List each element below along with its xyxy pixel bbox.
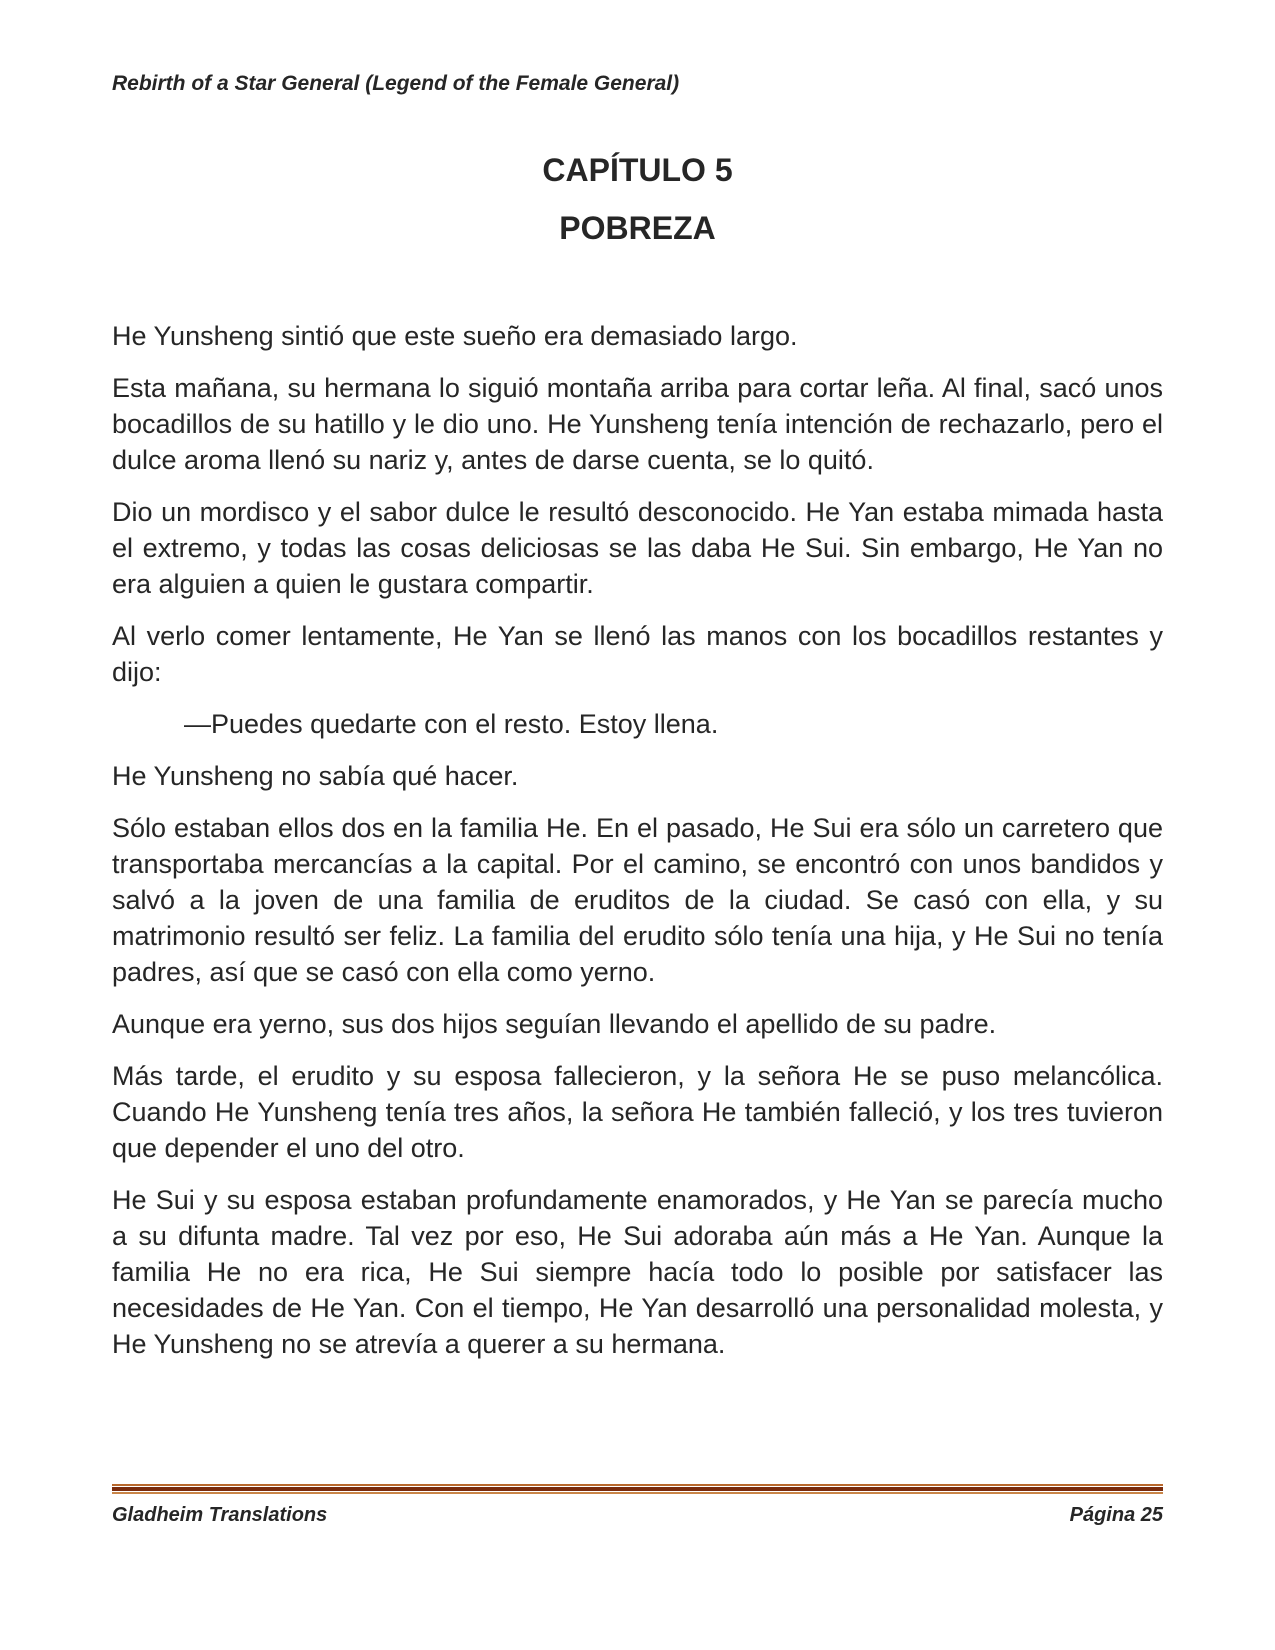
paragraph: He Sui y su esposa estaban profundamente enamorados, y He Yan se parecía mucho a su difunta madre. Tal vez por eso, He Sui adoraba aún más a He Yan. Aunque la familia He no era rica, He Sui siempre hacía todo lo posible por satisfacer las necesidades de He Yan. Con el tiempo, He Yan desarrolló una personalidad molesta, y He Yunsheng no se atrevía a querer a su hermana. xyxy=(112,1185,1163,1359)
paragraph: Al verlo comer lentamente, He Yan se llenó las manos con los bocadillos restantes y dijo: xyxy=(112,621,1163,687)
chapter-title: POBREZA xyxy=(559,210,716,246)
paragraph: Aunque era yerno, sus dos hijos seguían llevando el apellido de su padre. xyxy=(112,1009,997,1039)
paragraph: Más tarde, el erudito y su esposa fallecieron, y la señora He se puso melancólica. Cuando He Yunsheng tenía tres años, la señora He también falleció, y los tres tuvieron que depender el uno del otro. xyxy=(112,1061,1163,1163)
paragraph: Sólo estaban ellos dos en la familia He. En el pasado, He Sui era sólo un carretero que transportaba mercancías a la capital. Por el camino, se encontró con unos bandidos y salvó a la joven de una familia de eruditos de la ciudad. Se casó con ella, y su matrimonio resultó ser feliz. La familia del erudito sólo tenía una hija, y He Sui no tenía padres, así que se casó con ella como yerno. xyxy=(112,813,1163,987)
running-header-title: Rebirth of a Star General (Legend of the Female General) xyxy=(112,72,680,95)
chapter-number: CAPÍTULO 5 xyxy=(542,152,733,188)
paragraph: Esta mañana, su hermana lo siguió montaña arriba para cortar leña. Al final, sacó unos bocadillos de su hatillo y le dio uno. He Yunsheng tenía intención de rechazarlo, pero el dulce aroma llenó su nariz y, antes de darse cuenta, se lo quitó. xyxy=(112,373,1163,475)
footer-page-number: Página 25 xyxy=(1069,1504,1163,1526)
paragraph: Dio un mordisco y el sabor dulce le resultó desconocido. He Yan estaba mimada hasta el extremo, y todas las cosas deliciosas se las daba He Sui. Sin embargo, He Yan no era alguien a quien le gustara compartir. xyxy=(112,497,1163,599)
footer-publisher: Gladheim Translations xyxy=(112,1504,328,1526)
footer-divider-top xyxy=(112,1484,1163,1486)
chapter-body xyxy=(112,318,1163,1378)
paragraph: He Yunsheng sintió que este sueño era demasiado largo. xyxy=(112,321,798,351)
footer-divider-bottom xyxy=(112,1492,1163,1494)
footer-divider xyxy=(112,1487,1163,1491)
dialogue-line: —Puedes quedarte con el resto. Estoy llena. xyxy=(184,709,719,739)
paragraph: He Yunsheng no sabía qué hacer. xyxy=(112,761,519,791)
